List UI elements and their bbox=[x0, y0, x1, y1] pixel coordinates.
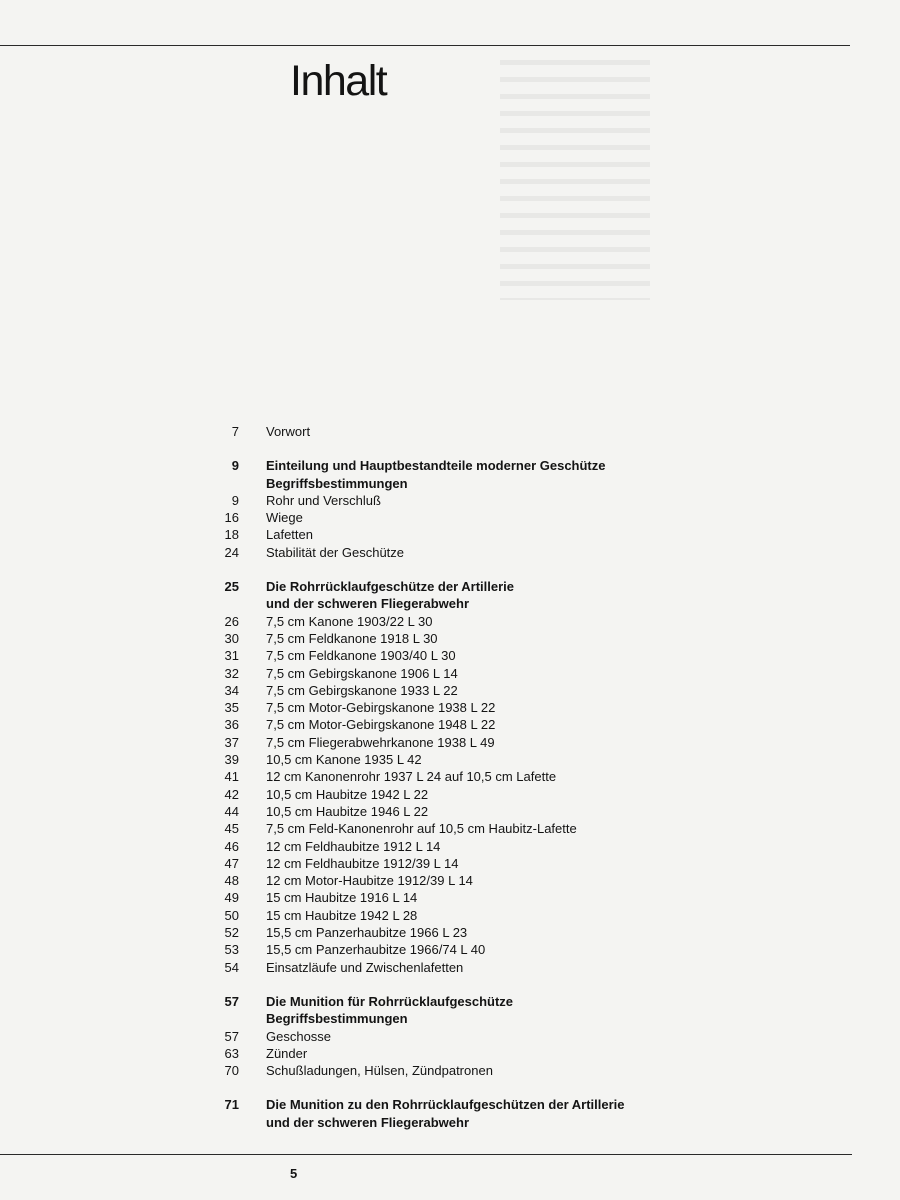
toc-entry bbox=[0, 889, 900, 906]
toc-entry-text: Die Munition für Rohrrücklaufgeschütze bbox=[266, 993, 514, 1009]
toc-entry-text: 15 cm Haubitze 1916 L 14 bbox=[266, 890, 418, 906]
toc-heading bbox=[0, 475, 900, 492]
toc-entry-text: Rohr und Verschluß bbox=[266, 492, 381, 508]
toc-entry-text: 10,5 cm Haubitze 1942 L 22 bbox=[266, 786, 429, 802]
toc-page-number: 25 bbox=[224, 579, 239, 595]
toc-page-number: 34 bbox=[224, 682, 239, 698]
bottom-rule bbox=[0, 1154, 852, 1155]
toc-entry-text: Lafetten bbox=[266, 527, 313, 543]
toc-heading bbox=[0, 1010, 900, 1027]
toc-heading bbox=[0, 578, 900, 595]
toc-entry-text: 7,5 cm Gebirgskanone 1933 L 22 bbox=[266, 682, 458, 698]
toc-entry bbox=[0, 1028, 900, 1045]
toc-entry bbox=[0, 682, 900, 699]
toc-heading bbox=[0, 1096, 900, 1113]
toc-page-number: 30 bbox=[224, 630, 239, 646]
toc-entry-text: und der schweren Fliegerabwehr bbox=[266, 596, 469, 612]
toc-entry-text: 7,5 cm Feldkanone 1918 L 30 bbox=[266, 630, 438, 646]
toc-heading bbox=[0, 457, 900, 474]
toc-entry-text: 10,5 cm Haubitze 1946 L 22 bbox=[266, 803, 429, 819]
toc-page-number bbox=[0, 1010, 266, 1027]
toc-entry-text: 7,5 cm Motor-Gebirgskanone 1948 L 22 bbox=[266, 717, 496, 733]
toc-entry bbox=[0, 716, 900, 733]
toc-page-number: 45 bbox=[224, 821, 239, 837]
toc-page-number: 71 bbox=[224, 1097, 239, 1113]
toc-page-number: 44 bbox=[224, 803, 239, 819]
toc-entry bbox=[0, 959, 900, 976]
toc-page-number: 16 bbox=[224, 510, 239, 526]
toc-page-number: 70 bbox=[224, 1063, 239, 1079]
toc-entry-text: 7,5 cm Kanone 1903/22 L 30 bbox=[266, 613, 433, 629]
toc-entry bbox=[0, 526, 900, 543]
toc-entry-text: 7,5 cm Gebirgskanone 1906 L 14 bbox=[266, 665, 458, 681]
toc-entry bbox=[0, 855, 900, 872]
toc-entry-text: Die Rohrrücklaufgeschütze der Artillerie bbox=[266, 579, 515, 595]
toc-entry-text: 15,5 cm Panzerhaubitze 1966 L 23 bbox=[266, 925, 468, 941]
toc-entry-text: Geschosse bbox=[266, 1028, 332, 1044]
toc-page-number: 35 bbox=[224, 700, 239, 716]
toc-entry bbox=[0, 699, 900, 716]
toc-entry-text: 12 cm Feldhaubitze 1912/39 L 14 bbox=[266, 855, 459, 871]
toc-entry bbox=[0, 492, 900, 509]
toc-entry-text: Stabilität der Geschütze bbox=[266, 544, 405, 560]
toc-entry-text: 15,5 cm Panzerhaubitze 1966/74 L 40 bbox=[266, 942, 486, 958]
toc-page-number: 37 bbox=[224, 734, 239, 750]
show-through-text bbox=[500, 60, 650, 300]
toc-entry-text: und der schweren Fliegerabwehr bbox=[266, 1114, 469, 1130]
toc-page-number bbox=[0, 595, 266, 612]
toc-entry bbox=[0, 734, 900, 751]
toc-entry bbox=[0, 647, 900, 664]
toc-entry bbox=[0, 544, 900, 561]
toc-page-number bbox=[0, 1114, 266, 1131]
toc-entry-text: Begriffsbestimmungen bbox=[266, 475, 408, 491]
toc-page-number: 32 bbox=[224, 665, 239, 681]
section-gap bbox=[0, 976, 900, 993]
toc-page-number: 36 bbox=[224, 717, 239, 733]
toc-page-number: 54 bbox=[224, 959, 239, 975]
toc-entry-text: Einteilung und Hauptbestandteile moderner Geschütze bbox=[266, 458, 606, 474]
toc-entry-text: 7,5 cm Feld-Kanonenrohr auf 10,5 cm Haubitz-Lafette bbox=[266, 821, 577, 837]
toc-entry bbox=[0, 423, 900, 440]
toc-entry-text: Zünder bbox=[266, 1045, 308, 1061]
toc-entry bbox=[0, 768, 900, 785]
toc-entry bbox=[0, 1062, 900, 1079]
toc-page-number: 7 bbox=[231, 424, 239, 439]
toc-entry-text: Einsatzläufe und Zwischenlafetten bbox=[266, 959, 464, 975]
toc-page-number: 49 bbox=[224, 890, 239, 906]
toc-page-number: 46 bbox=[224, 838, 239, 854]
toc-entry bbox=[0, 820, 900, 837]
toc-entry bbox=[0, 838, 900, 855]
toc-entry-text: 15 cm Haubitze 1942 L 28 bbox=[266, 907, 418, 923]
toc-page-number: 48 bbox=[224, 873, 239, 889]
toc-entry-text: Vorwort bbox=[266, 424, 311, 439]
toc-entry bbox=[0, 630, 900, 647]
toc-page-number: 9 bbox=[231, 458, 239, 474]
toc-heading bbox=[0, 1114, 900, 1131]
toc-page-number: 57 bbox=[224, 993, 239, 1009]
toc-entry bbox=[0, 941, 900, 958]
toc-entry-text: 10,5 cm Kanone 1935 L 42 bbox=[266, 752, 422, 768]
toc-entry-text: 7,5 cm Feldkanone 1903/40 L 30 bbox=[266, 648, 456, 664]
toc-entry bbox=[0, 509, 900, 526]
toc-page-number: 26 bbox=[224, 613, 239, 629]
toc-entry bbox=[0, 665, 900, 682]
toc-entry bbox=[0, 907, 900, 924]
toc-heading bbox=[0, 993, 900, 1010]
section-gap bbox=[0, 440, 900, 457]
toc-page-number: 53 bbox=[224, 942, 239, 958]
toc-entry bbox=[0, 786, 900, 803]
toc-entry-text: Wiege bbox=[266, 510, 303, 526]
toc-entry-text: 7,5 cm Fliegerabwehrkanone 1938 L 49 bbox=[266, 734, 495, 750]
toc-entry-text: Die Munition zu den Rohrrücklaufgeschützen der Artillerie bbox=[266, 1097, 625, 1113]
toc-entry-text: 7,5 cm Motor-Gebirgskanone 1938 L 22 bbox=[266, 700, 496, 716]
toc-page-number: 9 bbox=[231, 492, 239, 508]
toc-page-number: 52 bbox=[224, 925, 239, 941]
toc-entry bbox=[0, 613, 900, 630]
top-rule bbox=[0, 45, 850, 46]
table-of-contents bbox=[0, 423, 900, 1131]
toc-page-number: 42 bbox=[224, 786, 239, 802]
toc-page-number: 63 bbox=[224, 1045, 239, 1061]
toc-entry-text: Begriffsbestimmungen bbox=[266, 1011, 408, 1027]
toc-entry bbox=[0, 751, 900, 768]
page-number: 5 bbox=[290, 1166, 298, 1181]
toc-entry-text: 12 cm Motor-Haubitze 1912/39 L 14 bbox=[266, 873, 473, 889]
toc-page-number: 31 bbox=[224, 648, 239, 664]
toc-heading bbox=[0, 595, 900, 612]
toc-page-number bbox=[0, 475, 266, 492]
toc-entry bbox=[0, 872, 900, 889]
toc-page-number: 41 bbox=[224, 769, 239, 785]
toc-entry-text: 12 cm Kanonenrohr 1937 L 24 auf 10,5 cm Lafette bbox=[266, 769, 557, 785]
page-title: Inhalt bbox=[290, 57, 387, 105]
toc-entry-text: 12 cm Feldhaubitze 1912 L 14 bbox=[266, 838, 441, 854]
toc-page-number: 47 bbox=[224, 855, 239, 871]
toc-page-number: 24 bbox=[224, 544, 239, 560]
toc-entry bbox=[0, 1045, 900, 1062]
section-gap bbox=[0, 1079, 900, 1096]
toc-page-number: 39 bbox=[224, 752, 239, 768]
toc-page-number: 18 bbox=[224, 527, 239, 543]
toc-entry-text: Schußladungen, Hülsen, Zündpatronen bbox=[266, 1063, 493, 1079]
toc-page-number: 57 bbox=[224, 1028, 239, 1044]
toc-page-number: 50 bbox=[224, 907, 239, 923]
toc-entry bbox=[0, 803, 900, 820]
toc-entry bbox=[0, 924, 900, 941]
section-gap bbox=[0, 561, 900, 578]
